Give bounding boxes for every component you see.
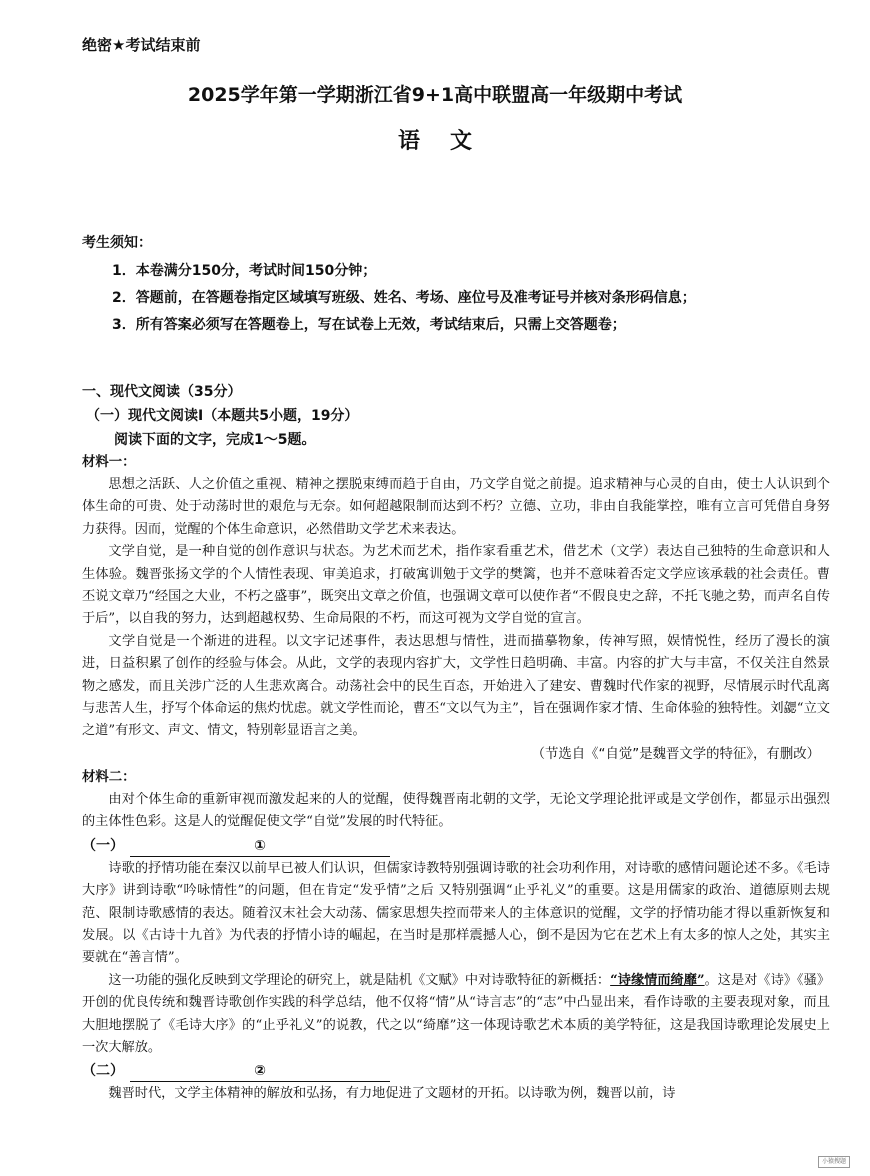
part1-heading [82, 834, 830, 858]
material2-intro: 由对个体生命的重新审视而激发起来的人的觉醒，使得魏晋南北朝的文学，无论文学理论批评或是文学创作，都显示出强烈的主体性色彩。这是人的觉醒促使文学“自觉”发展的时代特征。 [82, 791, 830, 830]
exam-notice [82, 232, 822, 339]
subject-title: 语文 [397, 129, 502, 154]
watermark-logo: 小猿搜题 [818, 1156, 850, 1168]
reading-section [82, 380, 830, 1106]
para2-rest: 。这是对《诗》《骚》开创的优良传统和魏晋诗歌创作实践的科学总结，他不仅将“情”从“诗言志”的“志”中凸显出来，看作诗歌的主要表现对象，而且大胆地摆脱了《毛诗大序》的“止乎礼义”的说教，代之以“绮靡”这一体现诗歌艺术本质的美学特征，这是我国诗歌理论发展史上一次大解放。 [82, 972, 831, 1055]
part2-paragraph: 魏晋时代，文学主体精神的解放和弘扬，有力地促进了文题材的开拓。以诗歌为例，魏晋以前，诗 [108, 1086, 676, 1102]
material1-paragraph: 文学自觉是一个渐进的进程。以文字记述事件，表达思想与情性，进而描摹物象，传神写照，娱情悦性，经历了漫长的演进，日益积累了创作的经验与体会。从此，文学的表现内容扩大，文学性日趋明确、丰富。内容的扩大与丰富，不仅关注自然景物之感发，而且关涉广泛的人生悲欢离合。动荡社会中的民生百态，开始进入了建安、曹魏时代作家的视野，尽情展示时代乱离与悲苦人生，抒写个体命运的焦灼忧虑。就文学性而论，曹丕“文以气为主”，旨在强调作家才情、生命体验的独特性。刘勰“立文之道”有形文、声文、情文，特别彰显语言之美。 [82, 633, 830, 739]
notice-item: 2．答题前，在答题卷指定区域填写班级、姓名、考场、座位号及准考证号并核对条形码信息； [112, 290, 696, 306]
blank-1: ① [130, 837, 390, 857]
material1-label: 材料一： [82, 455, 136, 470]
secret-label: 绝密★考试结束前 [82, 36, 201, 54]
poetry-quote: “诗缘情而绮靡” [610, 972, 705, 988]
material1-source: （节选自《“自觉”是魏晋文学的特征》，有删改） [531, 746, 820, 762]
part1-paragraph-2 [82, 970, 830, 1060]
section-title: 一、现代文阅读（35分） [82, 384, 242, 400]
notice-item: 1．本卷满分150分，考试时间150分钟； [112, 263, 377, 279]
exam-title: 2025学年第一学期浙江省9+1高中联盟高一年级期中考试 [187, 84, 683, 106]
notice-heading: 考生须知： [82, 235, 152, 251]
subsection-title: （一）现代文阅读Ⅰ（本题共5小题，19分） [86, 408, 359, 424]
notice-item: 3．所有答案必须写在答题卷上，写在试卷上无效，考试结束后，只需上交答题卷； [112, 317, 626, 333]
material1-paragraph: 文学自觉，是一种自觉的创作意识与状态。为艺术而艺术，指作家看重艺术，借艺术（文学）表达自己独特的生命意识和人生体验。魏晋张扬文学的个人情性表现、审美追求，打破寓训勉于文学的樊篱，也并不意味着否定文学应该承载的社会责任。曹丕说文章乃“经国之大业，不朽之盛事”，既突出文章之价值，也强调文章可以使作者“不假良史之辞，不托飞驰之势，而声名自传于后”，以自我的努力，达到超越权势、生命局限的不朽，而这可视为文学自觉的宣言。 [82, 544, 830, 627]
part2-heading [82, 1059, 830, 1083]
instruction: 阅读下面的文字，完成1～5题。 [114, 432, 316, 448]
material2-label: 材料二： [82, 769, 136, 785]
part2-label: （二） [82, 1063, 124, 1080]
part1-label: （一） [82, 837, 124, 854]
para2-start: 这一功能的强化反映到文学理论的研究上，就是陆机《文赋》中对诗歌特征的新概括： [108, 972, 611, 988]
blank-2: ② [130, 1062, 390, 1082]
part1-paragraph: 诗歌的抒情功能在秦汉以前早已被人们认识，但儒家诗教特别强调诗歌的社会功利作用，对诗歌的感情问题论述不多。《毛诗大序》讲到诗歌“吟咏情性”的问题，但在肯定“发乎情”之后 又特别强调“止乎礼义”的重要。这是用儒家的政治、道德原则去规范、限制诗歌感情的表达。随着汉末社会大动荡、儒家思想失控而带来人的主体意识的觉醒，文学的抒情功能才得以重新恢复和发展。以《古诗十九首》为代表的抒情小诗的崛起，在当时是那样震撼人心，倒不是因为它在艺术上有太多的惊人之处，其实主要就在“善言情”。 [82, 860, 830, 966]
material1-paragraph: 思想之活跃、人之价值之重视、精神之摆脱束缚而趋于自由，乃文学自觉之前提。追求精神与心灵的自由，使士人认识到个体生命的可贵、处于动荡时世的艰危与无奈。如何超越限制而达到不朽？立德、立功，非由自我能掌控，唯有立言可凭借自身努力获得。因而，觉醒的个体生命意识，必然借助文学艺术来表达。 [82, 477, 830, 537]
